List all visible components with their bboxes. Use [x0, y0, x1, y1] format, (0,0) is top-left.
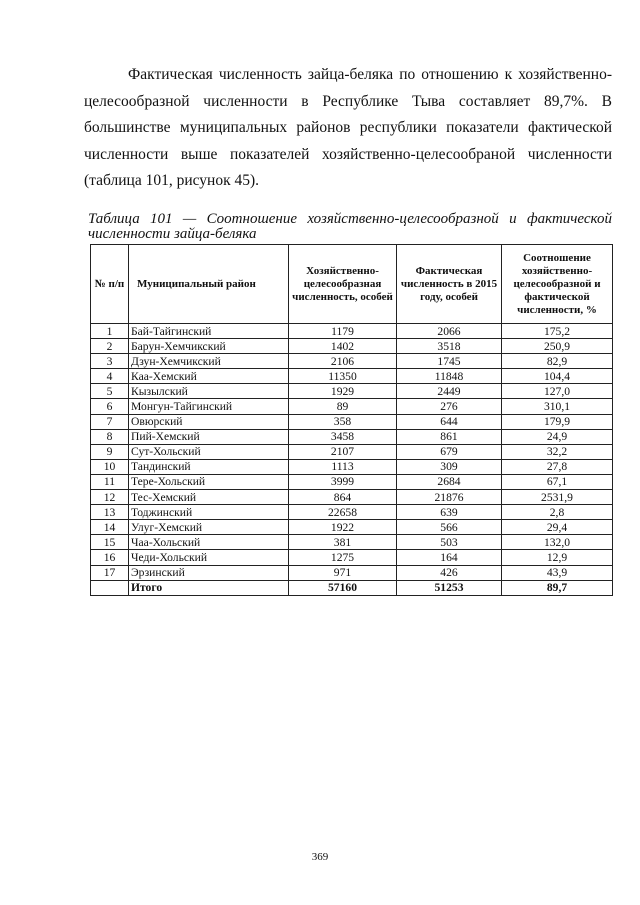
table-row: [91, 520, 613, 535]
table-row: [91, 384, 613, 399]
row-actual: 861: [397, 429, 502, 444]
row-actual: 644: [397, 414, 502, 429]
row-district: Тере-Хольский: [129, 474, 289, 489]
row-actual: 21876: [397, 490, 502, 505]
row-target: 2107: [289, 444, 397, 459]
row-ratio: 29,4: [502, 520, 613, 535]
table-row: [91, 565, 613, 580]
row-actual: 426: [397, 565, 502, 580]
row-target: 89: [289, 399, 397, 414]
row-ratio: 12,9: [502, 550, 613, 565]
row-ratio: 24,9: [502, 429, 613, 444]
row-ratio: 32,2: [502, 444, 613, 459]
body-paragraph: Фактическая численность зайца-беляка по отношению к хозяйственно-целесообразной численности в Республике Тыва составляет 89,7%. В большинстве муниципальных районов республики показатели фактической численности выше показателей хозяйственно-целесообраной численности (таблица 101, рисунок 45).: [84, 66, 612, 189]
header-actual: Фактическая численность в 2015 году, особей: [397, 245, 502, 324]
row-district: Кызылский: [129, 384, 289, 399]
row-actual: 164: [397, 550, 502, 565]
row-actual: 503: [397, 535, 502, 550]
table-row: [91, 444, 613, 459]
row-target: 1922: [289, 520, 397, 535]
table-row: [91, 474, 613, 489]
row-district: Каа-Хемский: [129, 369, 289, 384]
header-num: № п/п: [91, 245, 129, 324]
row-actual: 2684: [397, 474, 502, 489]
row-ratio: 82,9: [502, 354, 613, 369]
row-ratio: 132,0: [502, 535, 613, 550]
table-row: [91, 429, 613, 444]
row-target: 1929: [289, 384, 397, 399]
row-target: 1113: [289, 459, 397, 474]
row-actual: 639: [397, 505, 502, 520]
row-target: 2106: [289, 354, 397, 369]
header-target: Хозяйственно-целесообразная численность, особей: [289, 245, 397, 324]
row-num: 9: [91, 444, 129, 459]
row-ratio: 127,0: [502, 384, 613, 399]
row-target: 22658: [289, 505, 397, 520]
table-caption: Таблица 101 — Соотношение хозяйственно-целесообразной и фактической численности зайца-беляка: [88, 211, 612, 242]
table-row: [91, 550, 613, 565]
row-actual: 309: [397, 459, 502, 474]
table-header-row: [91, 245, 613, 324]
row-num: 13: [91, 505, 129, 520]
table-row: [91, 535, 613, 550]
row-district: Итого: [129, 580, 289, 595]
row-actual: 11848: [397, 369, 502, 384]
ratio-table: [90, 244, 613, 596]
page-number: 369: [311, 851, 329, 863]
header-district: Муниципальный район: [129, 245, 289, 324]
row-district: Улуг-Хемский: [129, 520, 289, 535]
row-ratio: 179,9: [502, 414, 613, 429]
row-actual: 2066: [397, 324, 502, 339]
row-ratio: 250,9: [502, 339, 613, 354]
row-actual: 3518: [397, 339, 502, 354]
table-row: [91, 399, 613, 414]
table-row: [91, 414, 613, 429]
row-target: 358: [289, 414, 397, 429]
row-actual: 1745: [397, 354, 502, 369]
table-row: [91, 354, 613, 369]
row-district: Чаа-Хольский: [129, 535, 289, 550]
row-district: Тоджинский: [129, 505, 289, 520]
table-row: [91, 490, 613, 505]
row-ratio: 27,8: [502, 459, 613, 474]
table-total-row: [91, 580, 613, 595]
row-target: 1275: [289, 550, 397, 565]
row-target: 57160: [289, 580, 397, 595]
header-ratio: Соотношение хозяйственно-целесообразной и фактической численности, %: [502, 245, 613, 324]
row-ratio: 104,4: [502, 369, 613, 384]
table-row: [91, 505, 613, 520]
row-target: 971: [289, 565, 397, 580]
row-num: 6: [91, 399, 129, 414]
row-district: Пий-Хемский: [129, 429, 289, 444]
row-district: Сут-Хольский: [129, 444, 289, 459]
row-ratio: 310,1: [502, 399, 613, 414]
row-actual: 2449: [397, 384, 502, 399]
row-num: 12: [91, 490, 129, 505]
table-row: [91, 339, 613, 354]
row-actual: 679: [397, 444, 502, 459]
row-num: 1: [91, 324, 129, 339]
row-num: 4: [91, 369, 129, 384]
table-body: [91, 324, 613, 596]
row-ratio: 67,1: [502, 474, 613, 489]
row-num: 2: [91, 339, 129, 354]
row-target: 864: [289, 490, 397, 505]
row-district: Дзун-Хемчикский: [129, 354, 289, 369]
table-row: [91, 369, 613, 384]
row-target: 381: [289, 535, 397, 550]
row-target: 1179: [289, 324, 397, 339]
row-ratio: 175,2: [502, 324, 613, 339]
row-target: 3458: [289, 429, 397, 444]
row-target: 11350: [289, 369, 397, 384]
row-district: Тандинский: [129, 459, 289, 474]
row-actual: 51253: [397, 580, 502, 595]
row-district: Монгун-Тайгинский: [129, 399, 289, 414]
row-num: 17: [91, 565, 129, 580]
row-target: 3999: [289, 474, 397, 489]
row-district: Эрзинский: [129, 565, 289, 580]
row-num: 16: [91, 550, 129, 565]
row-num: [91, 580, 129, 595]
row-district: Тес-Хемский: [129, 490, 289, 505]
row-ratio: 89,7: [502, 580, 613, 595]
row-district: Барун-Хемчикский: [129, 339, 289, 354]
row-actual: 566: [397, 520, 502, 535]
row-num: 8: [91, 429, 129, 444]
row-num: 14: [91, 520, 129, 535]
row-num: 7: [91, 414, 129, 429]
row-ratio: 43,9: [502, 565, 613, 580]
row-num: 5: [91, 384, 129, 399]
row-num: 3: [91, 354, 129, 369]
row-ratio: 2531,9: [502, 490, 613, 505]
table-row: [91, 459, 613, 474]
row-num: 11: [91, 474, 129, 489]
row-actual: 276: [397, 399, 502, 414]
row-district: Овюрский: [129, 414, 289, 429]
row-ratio: 2,8: [502, 505, 613, 520]
row-num: 10: [91, 459, 129, 474]
row-num: 15: [91, 535, 129, 550]
row-target: 1402: [289, 339, 397, 354]
row-district: Чеди-Хольский: [129, 550, 289, 565]
row-district: Бай-Тайгинский: [129, 324, 289, 339]
table-row: [91, 324, 613, 339]
